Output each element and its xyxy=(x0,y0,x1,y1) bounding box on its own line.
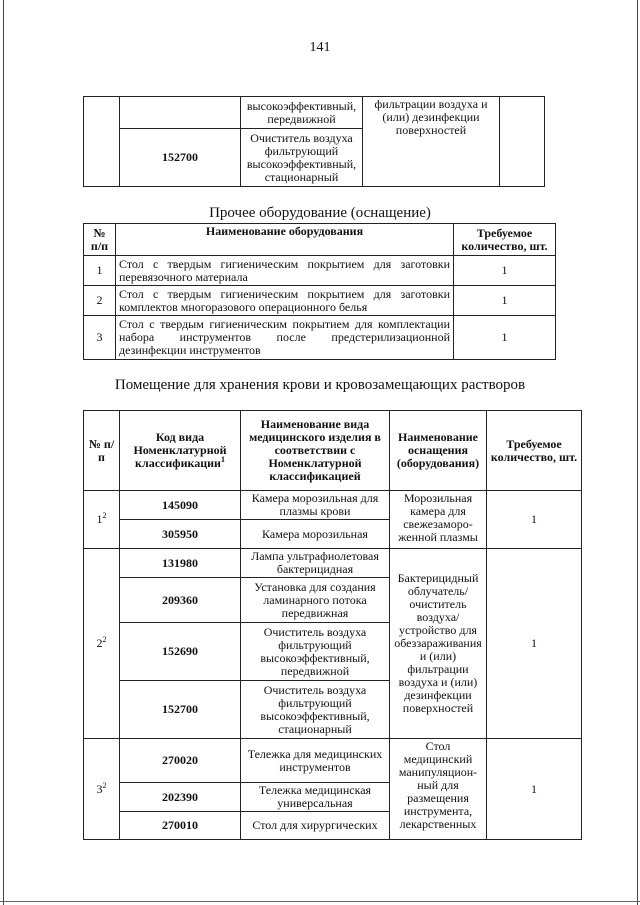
page-number: 141 xyxy=(309,40,331,55)
code-cell: 152690 xyxy=(120,623,241,681)
equipment-cell: Морозильная камера для свежезаморо-женной плазмы xyxy=(390,491,487,549)
code-cell: 152700 xyxy=(120,129,241,187)
equipment-cell: фильтрации воздуха и (или) дезинфекции поверхностей xyxy=(363,97,500,187)
quantity-cell: 1 xyxy=(487,739,582,840)
section-title-other-equipment: Прочее оборудование (оснащение) xyxy=(209,205,431,221)
header-code-footnote: 1 xyxy=(220,455,225,464)
section-title-blood-storage: Помещение для хранения крови и кровозамещающих растворов xyxy=(114,377,526,393)
group-num-footnote: 2 xyxy=(102,511,107,520)
row-name: Стол с твердым гигиеническим покрытием для заготовки комплектов многоразового операционного белья xyxy=(116,286,454,316)
other-equipment-table xyxy=(83,223,556,360)
product-name-cell: Очиститель воздуха фильтрующий высокоэффективный, стационарный xyxy=(241,681,390,739)
code-cell: 202390 xyxy=(120,783,241,812)
code-cell: 145090 xyxy=(120,491,241,520)
product-name-cell: Стол для хирургических xyxy=(241,812,390,840)
continuation-table xyxy=(83,96,545,187)
blood-storage-table xyxy=(83,410,582,840)
header-num: № п/п xyxy=(84,411,120,491)
product-name-cell: высокоэффективный, передвижной xyxy=(241,97,363,129)
row-qty: 1 xyxy=(454,316,556,360)
group-num-text: 3 xyxy=(96,781,103,796)
row-name: Стол с твердым гигиеническим покрытием для комплектации набора инструментов после предстерилизационной дезинфекции инструментов xyxy=(116,316,454,360)
quantity-cell xyxy=(500,97,545,187)
equipment-cell: Бактерицидный облучатель/ очиститель воздуха/ устройство для обеззараживания и (или) фильтрации воздуха и (или) дезинфекции поверхностей xyxy=(390,549,487,739)
table-row xyxy=(84,491,582,520)
header-code-text: Код вида Номенклатурной классификации xyxy=(133,430,227,470)
row-qty: 1 xyxy=(454,286,556,316)
product-name-cell: Камера морозильная для плазмы крови xyxy=(241,491,390,520)
row-num: 2 xyxy=(84,286,116,316)
header-code xyxy=(120,411,241,491)
header-qty: Требуемое количество, шт. xyxy=(454,224,556,256)
code-cell: 270020 xyxy=(120,739,241,783)
table-header-row xyxy=(84,224,556,256)
table-row xyxy=(84,739,582,783)
num-cell xyxy=(84,97,120,187)
table-row xyxy=(84,549,582,578)
product-name-cell: Установка для создания ламинарного потока передвижная xyxy=(241,578,390,623)
product-name-cell: Тележка для медицинских инструментов xyxy=(241,739,390,783)
scan-border-bottom xyxy=(0,901,640,902)
table-row xyxy=(84,316,556,360)
scan-border-right xyxy=(637,0,638,905)
product-name-cell: Тележка медицинская универсальная xyxy=(241,783,390,812)
code-cell: 131980 xyxy=(120,549,241,578)
table-header-row xyxy=(84,411,582,491)
table-row xyxy=(84,97,545,129)
product-name-cell: Очиститель воздуха фильтрующий высокоэффективный, передвижной xyxy=(241,623,390,681)
row-num: 3 xyxy=(84,316,116,360)
group-num xyxy=(84,549,120,739)
quantity-cell: 1 xyxy=(487,549,582,739)
quantity-cell: 1 xyxy=(487,491,582,549)
group-num-footnote: 2 xyxy=(102,635,107,644)
group-num-footnote: 2 xyxy=(102,780,107,790)
group-num-text: 1 xyxy=(96,512,103,526)
header-product: Наименование вида медицинского изделия в соответствии с Номенклатурной классификацией xyxy=(241,411,390,491)
row-name: Стол с твердым гигиеническим покрытием для заготовки перевязочного материала xyxy=(116,256,454,286)
product-name-cell: Камера морозильная xyxy=(241,520,390,549)
header-name: Наименование оборудования xyxy=(116,224,454,256)
scan-border-left xyxy=(3,0,4,905)
group-num xyxy=(84,739,120,840)
code-cell: 152700 xyxy=(120,681,241,739)
table-row xyxy=(84,256,556,286)
code-cell xyxy=(120,97,241,129)
header-equipment: Наименование оснащения (оборудования) xyxy=(390,411,487,491)
code-cell: 209360 xyxy=(120,578,241,623)
product-name-cell: Лампа ультрафиолетовая бактерицидная xyxy=(241,549,390,578)
group-num xyxy=(84,491,120,549)
table-row xyxy=(84,286,556,316)
header-num: № п/п xyxy=(84,224,116,256)
code-cell: 270010 xyxy=(120,812,241,840)
group-num-text: 2 xyxy=(96,636,103,650)
row-qty: 1 xyxy=(454,256,556,286)
header-qty: Требуемое количество, шт. xyxy=(487,411,582,491)
product-name-cell: Очиститель воздуха фильтрующий высокоэффективный, стационарный xyxy=(241,129,363,187)
equipment-cell: Стол медицинский манипуляцион-ный для размещения инструмента, лекарственных xyxy=(390,739,487,840)
code-cell: 305950 xyxy=(120,520,241,549)
row-num: 1 xyxy=(84,256,116,286)
